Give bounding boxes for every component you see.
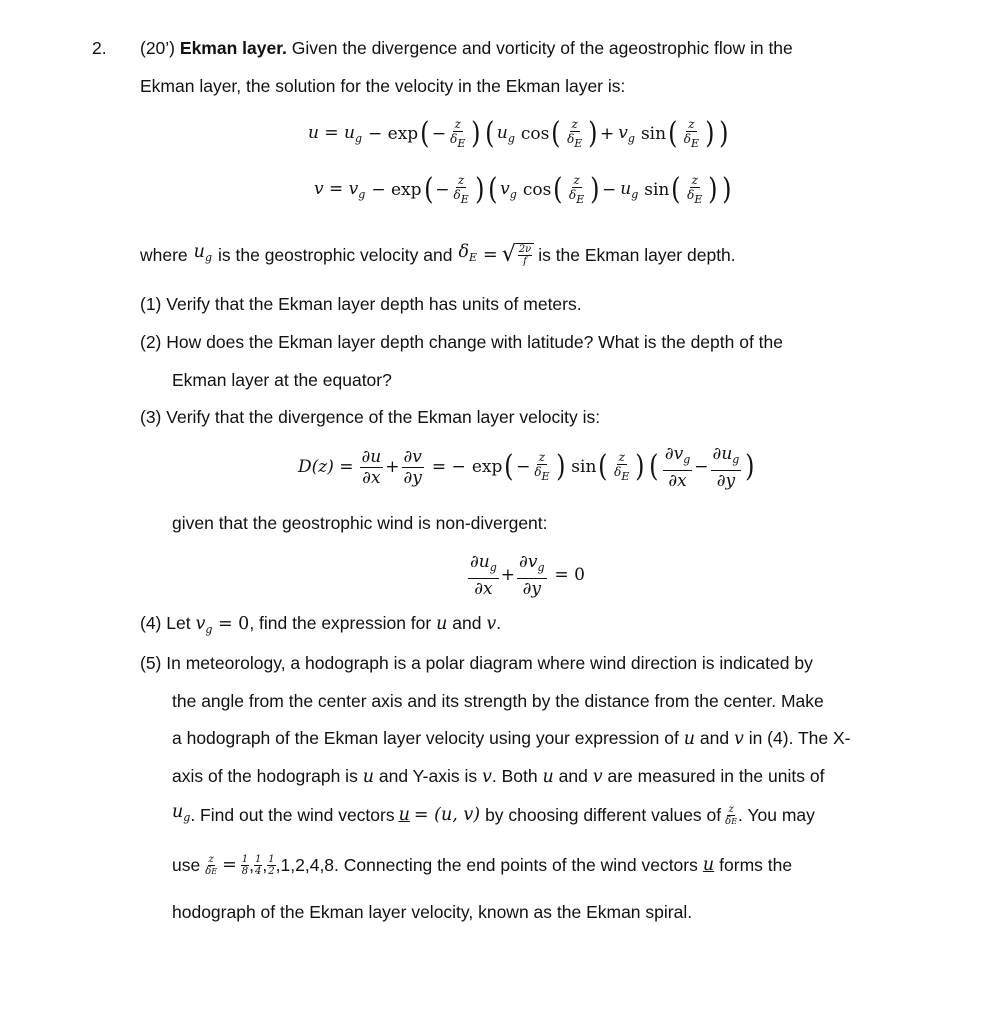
points: (20’) (140, 38, 176, 58)
part-4: (4) Let $v_g = 0$, find the expression for u and v. (140, 613, 502, 636)
u-equation: $u = u_g$ − exp ( − $\frac{z}{\delta E}$ ) ( $u_g$ cos ( $\frac{z}{\delta E}$ ) + $v_g$ sin ( $\frac{z}{\delta E}$ ) ) (308, 116, 729, 151)
question-intro (140, 37, 793, 59)
question-title: Ekman layer. (179, 38, 287, 58)
part-5-line6: use $\frac{z}{\delta E}$ = $\frac{1}{8}$ , $\frac{1}{4}$ , $\frac{1}{2}$ , 1,2,4,8. Connecting the end points of the wind vectors u forms the (172, 853, 793, 877)
frac-z-delta-1: $\frac{z}{\delta E}$ (450, 116, 466, 150)
part-5-line2: the angle from the center axis and its strength by the distance from the center. Make (172, 691, 824, 711)
part-5-line4: axis of the hodograph is u and Y-axis is v. Both u and v are measured in the units of (172, 766, 825, 787)
u-lhs: u = u (308, 123, 355, 143)
part-3-given: given that the geostrophic wind is non-divergent: (172, 513, 548, 533)
part-2-line1: (2) How does the Ekman layer depth change with latitude? What is the depth of the (140, 332, 784, 352)
question-number: 2. (92, 38, 107, 58)
g-sub: g (354, 132, 362, 145)
divergence-equation: D(z) = $\frac{\partial u}{\partial x}$ + $\frac{\partial v}{\partial y}$ = − exp ( − $\frac{z}{\delta E}$ ) sin ( $\frac{z}{\delta E}$ ) ( $\frac{\partial v_g}{\partial x}$ − $\frac{\partial u_g}{\partial y}$ ) (298, 443, 755, 491)
exp-1: exp (387, 124, 419, 144)
sin-1: sin (640, 124, 667, 144)
part-2-line2: Ekman layer at the equator? (172, 370, 392, 390)
sqrt-2nu-f: √ $\frac{2\nu}{f}$ (502, 243, 534, 267)
part-5-line7: hodograph of the Ekman layer velocity, known as the Ekman spiral. (172, 902, 693, 922)
nondivergent-equation: $\frac{\partial u_g}{\partial x}$ + $\frac{\partial v_g}{\partial y}$ = 0 (470, 551, 585, 599)
v-lhs: v = v (314, 179, 359, 199)
part-5-line3: a hodograph of the Ekman layer velocity using your expression of u and v in (4). The X- (172, 728, 851, 749)
part-3: (3) Verify that the divergence of the Ekman layer velocity is: (140, 407, 601, 427)
part-5-line1: (5) In meteorology, a hodograph is a polar diagram where wind direction is indicated by (140, 653, 813, 673)
where-line: where $u_g$ is the geostrophic velocity and $\delta_E$ = √ $\frac{2\nu}{f}$ is the Ekman layer depth. (140, 242, 736, 267)
v-equation: $v = v_g$ − exp ( − $\frac{z}{\delta E}$ ) ( $v_g$ cos ( $\frac{z}{\delta E}$ ) − $u_g$ sin ( $\frac{z}{\delta E}$ ) ) (314, 172, 732, 207)
intro-line2: Ekman layer, the solution for the velocity in the Ekman layer is: (140, 76, 626, 96)
part-5-line5: $u_g$ . Find out the wind vectors u = (u, v) by choosing different values of $\frac{z}{\delta E}$ . You may (172, 802, 815, 827)
intro-line1: Given the divergence and vorticity of the ageostrophic flow in the (291, 38, 793, 58)
cos-1: cos (520, 124, 550, 144)
part-1: (1) Verify that the Ekman layer depth has units of meters. (140, 294, 582, 314)
